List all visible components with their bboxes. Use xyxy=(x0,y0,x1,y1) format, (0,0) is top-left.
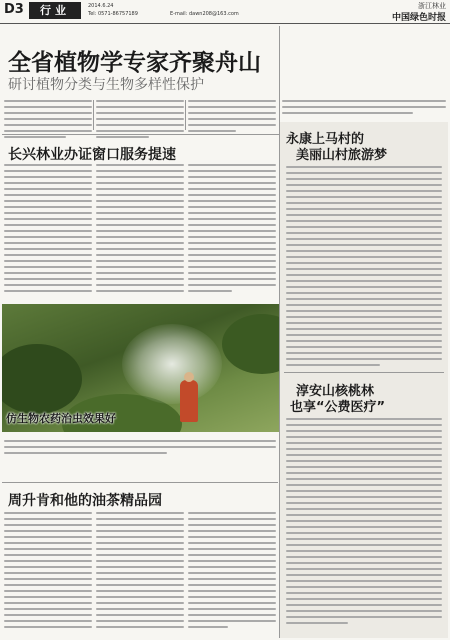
lower-body-col3 xyxy=(188,512,276,632)
sidebar-story2-headline-line2: 也享“公费医疗” xyxy=(290,400,386,415)
sidebar-divider-vertical xyxy=(279,26,280,638)
lead-body-col1 xyxy=(4,100,92,142)
email-contact: E-mail: dawn208@163.com xyxy=(170,11,239,17)
section-number: D3 xyxy=(4,2,24,17)
lower-headline: 周升肯和他的油茶精品园 xyxy=(8,493,162,509)
photo-spray-mist xyxy=(122,324,222,404)
photo-foliage xyxy=(222,314,280,374)
office-body-col2 xyxy=(96,164,184,296)
edition-name: 浙江林业 xyxy=(418,2,446,10)
issue-date: 2014.6.24 xyxy=(88,3,114,9)
photo-caption: 仿生物农药治虫效果好 xyxy=(6,412,116,425)
lead-headline: 全省植物学专家齐聚舟山 xyxy=(8,50,261,76)
sidebar-story1-headline-line1: 永康上马村的 xyxy=(286,132,365,147)
column-divider xyxy=(185,100,186,130)
photo-caption-text xyxy=(4,440,276,458)
lead-body-col3 xyxy=(188,100,276,136)
sidebar-story1-headline-line2: 美丽山村旅游梦 xyxy=(296,148,388,163)
office-body-col3 xyxy=(188,164,276,296)
sidebar-story1-body xyxy=(286,166,442,370)
section-label: 行业 xyxy=(29,2,81,19)
sidebar-story2-headline-line1: 淳安山核桃林 xyxy=(296,384,375,399)
office-headline: 长兴林业办证窗口服务提速 xyxy=(8,147,176,163)
newspaper-title: 中国绿色时报 xyxy=(391,13,446,23)
photo-worker xyxy=(180,380,198,422)
sidebar-divider xyxy=(284,372,444,373)
lower-body-col1 xyxy=(4,512,92,632)
office-body-col1 xyxy=(4,164,92,296)
lead-body-col4 xyxy=(282,100,446,118)
photo-worker-head xyxy=(184,372,194,382)
masthead-rule xyxy=(0,23,450,24)
lead-body-col2 xyxy=(96,100,184,142)
photo-divider xyxy=(2,482,278,483)
lower-body-col2 xyxy=(96,512,184,632)
phone-contact: Tel: 0571-86757189 xyxy=(88,11,138,17)
sidebar-story2-body xyxy=(286,418,442,628)
column-divider xyxy=(93,100,94,130)
lead-subhead: 研讨植物分类与生物多样性保护 xyxy=(8,77,204,93)
photo-foliage xyxy=(2,344,82,414)
masthead xyxy=(0,0,450,22)
